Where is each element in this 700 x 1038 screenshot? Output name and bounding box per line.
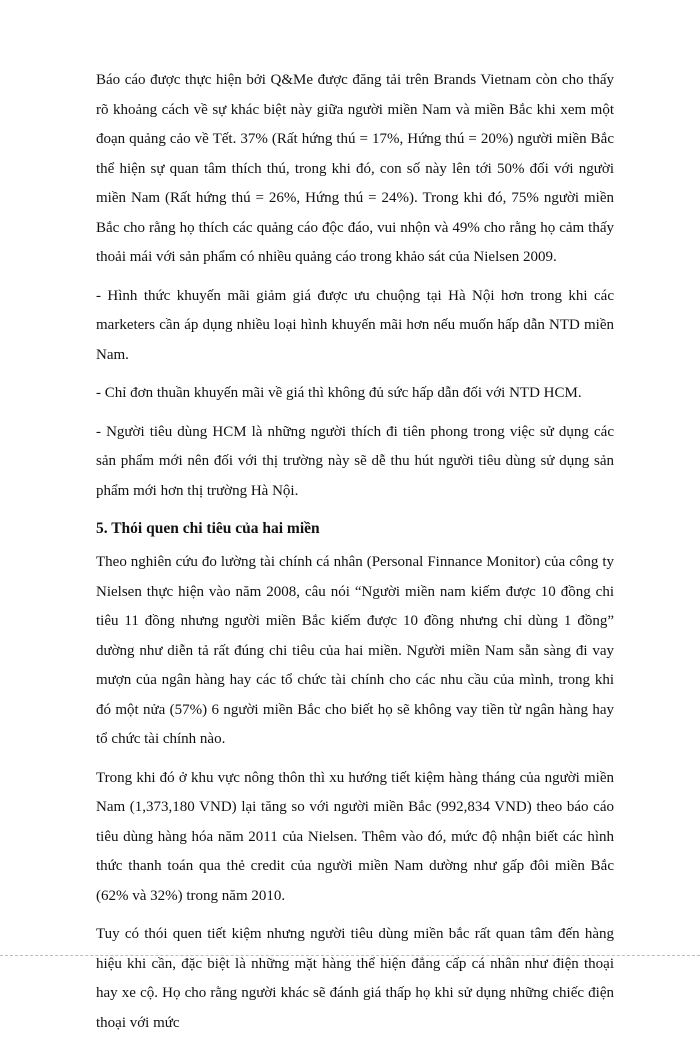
paragraph-advertising-survey: Báo cáo được thực hiện bởi Q&Me được đăng tải trên Brands Vietnam còn cho thấy rõ khoảng cách về sự khác biệt này giữa người miền Nam và miền Bắc khi xem một đoạn quảng cảo về Tết. 37% (Rất hứng thú = 17%, Hứng thú = 20%) người miền Bắc thể hiện sự quan tâm thích thú, trong khi đó, con số này lên tới 50% đối với người miền Nam (Rất hứng thú = 26%, Hứng thú = 24%). Trong khi đó, 75% người miền Bắc cho rằng họ thích các quảng cáo độc đáo, vui nhộn và 49% cho rằng họ cảm thấy thoải mái với sản phẩm có nhiều quảng cáo trong khảo sát của Nielsen 2009. — [96, 72, 614, 265]
paragraph-brand-spending: Tuy có thói quen tiết kiệm nhưng người tiêu dùng miền bắc rất quan tâm đến hàng hiệu khi cần, đặc biệt là những mặt hàng thể hiện đẳng cấp cá nhân như điện thoại hay xe cộ. Họ cho rằng người khác sẽ đánh giá thấp họ khi sử dụng những chiếc điện thoại với mức — [96, 926, 614, 1031]
paragraph-price-promotion: - Chỉ đơn thuần khuyến mãi về giá thì không đủ sức hấp dẫn đối với NTD HCM. — [96, 385, 582, 401]
paragraph-rural-savings: Trong khi đó ở khu vực nông thôn thì xu hướng tiết kiệm hàng tháng của người miền Nam (1,373,180 VND) lại tăng so với người miền Bắc (992,834 VND) theo báo cáo tiêu dùng hàng hóa năm 2011 của Nielsen. Thêm vào đó, mức độ nhận biết các hình thức thanh toán qua thẻ credit của người miền Nam dường như gấp đôi miền Bắc (62% và 32%) trong năm 2010. — [96, 769, 614, 904]
paragraph-early-adopters: - Người tiêu dùng HCM là những người thích đi tiên phong trong việc sử dụng các sản phẩm mới nên đối với thị trường này sẽ dễ thu hút người tiêu dùng sử dụng sản phẩm mới hơn thị trường Hà Nội. — [96, 423, 614, 499]
page-bottom-divider — [0, 955, 700, 956]
paragraph-discount-promotion: - Hình thức khuyến mãi giảm giá được ưu chuộng tại Hà Nội hơn trong khi các marketers cần áp dụng nhiều loại hình khuyến mãi hơn nếu muốn hấp dẫn NTD miền Nam. — [96, 287, 614, 363]
paragraph-personal-finance-monitor: Theo nghiên cứu đo lường tài chính cá nhân (Personal Finnance Monitor) của công ty Nielsen thực hiện vào năm 2008, câu nói “Người miền nam kiếm được 10 đồng chi tiêu 11 đồng nhưng người miền Bắc kiếm được 10 đồng nhưng chỉ dùng 1 đồng” dường như diễn tả rất đúng chi tiêu của hai miền. Người miền Nam sẵn sàng đi vay mượn của ngân hàng hay các tổ chức tài chính cho các nhu cầu của mình, trong khi đó một nửa (57%) 6 người miền Bắc cho biết họ sẽ không vay tiền từ ngân hàng hay tổ chức tài chính nào. — [96, 554, 614, 747]
section-heading: 5. Thói quen chi tiêu của hai miền — [96, 520, 320, 537]
